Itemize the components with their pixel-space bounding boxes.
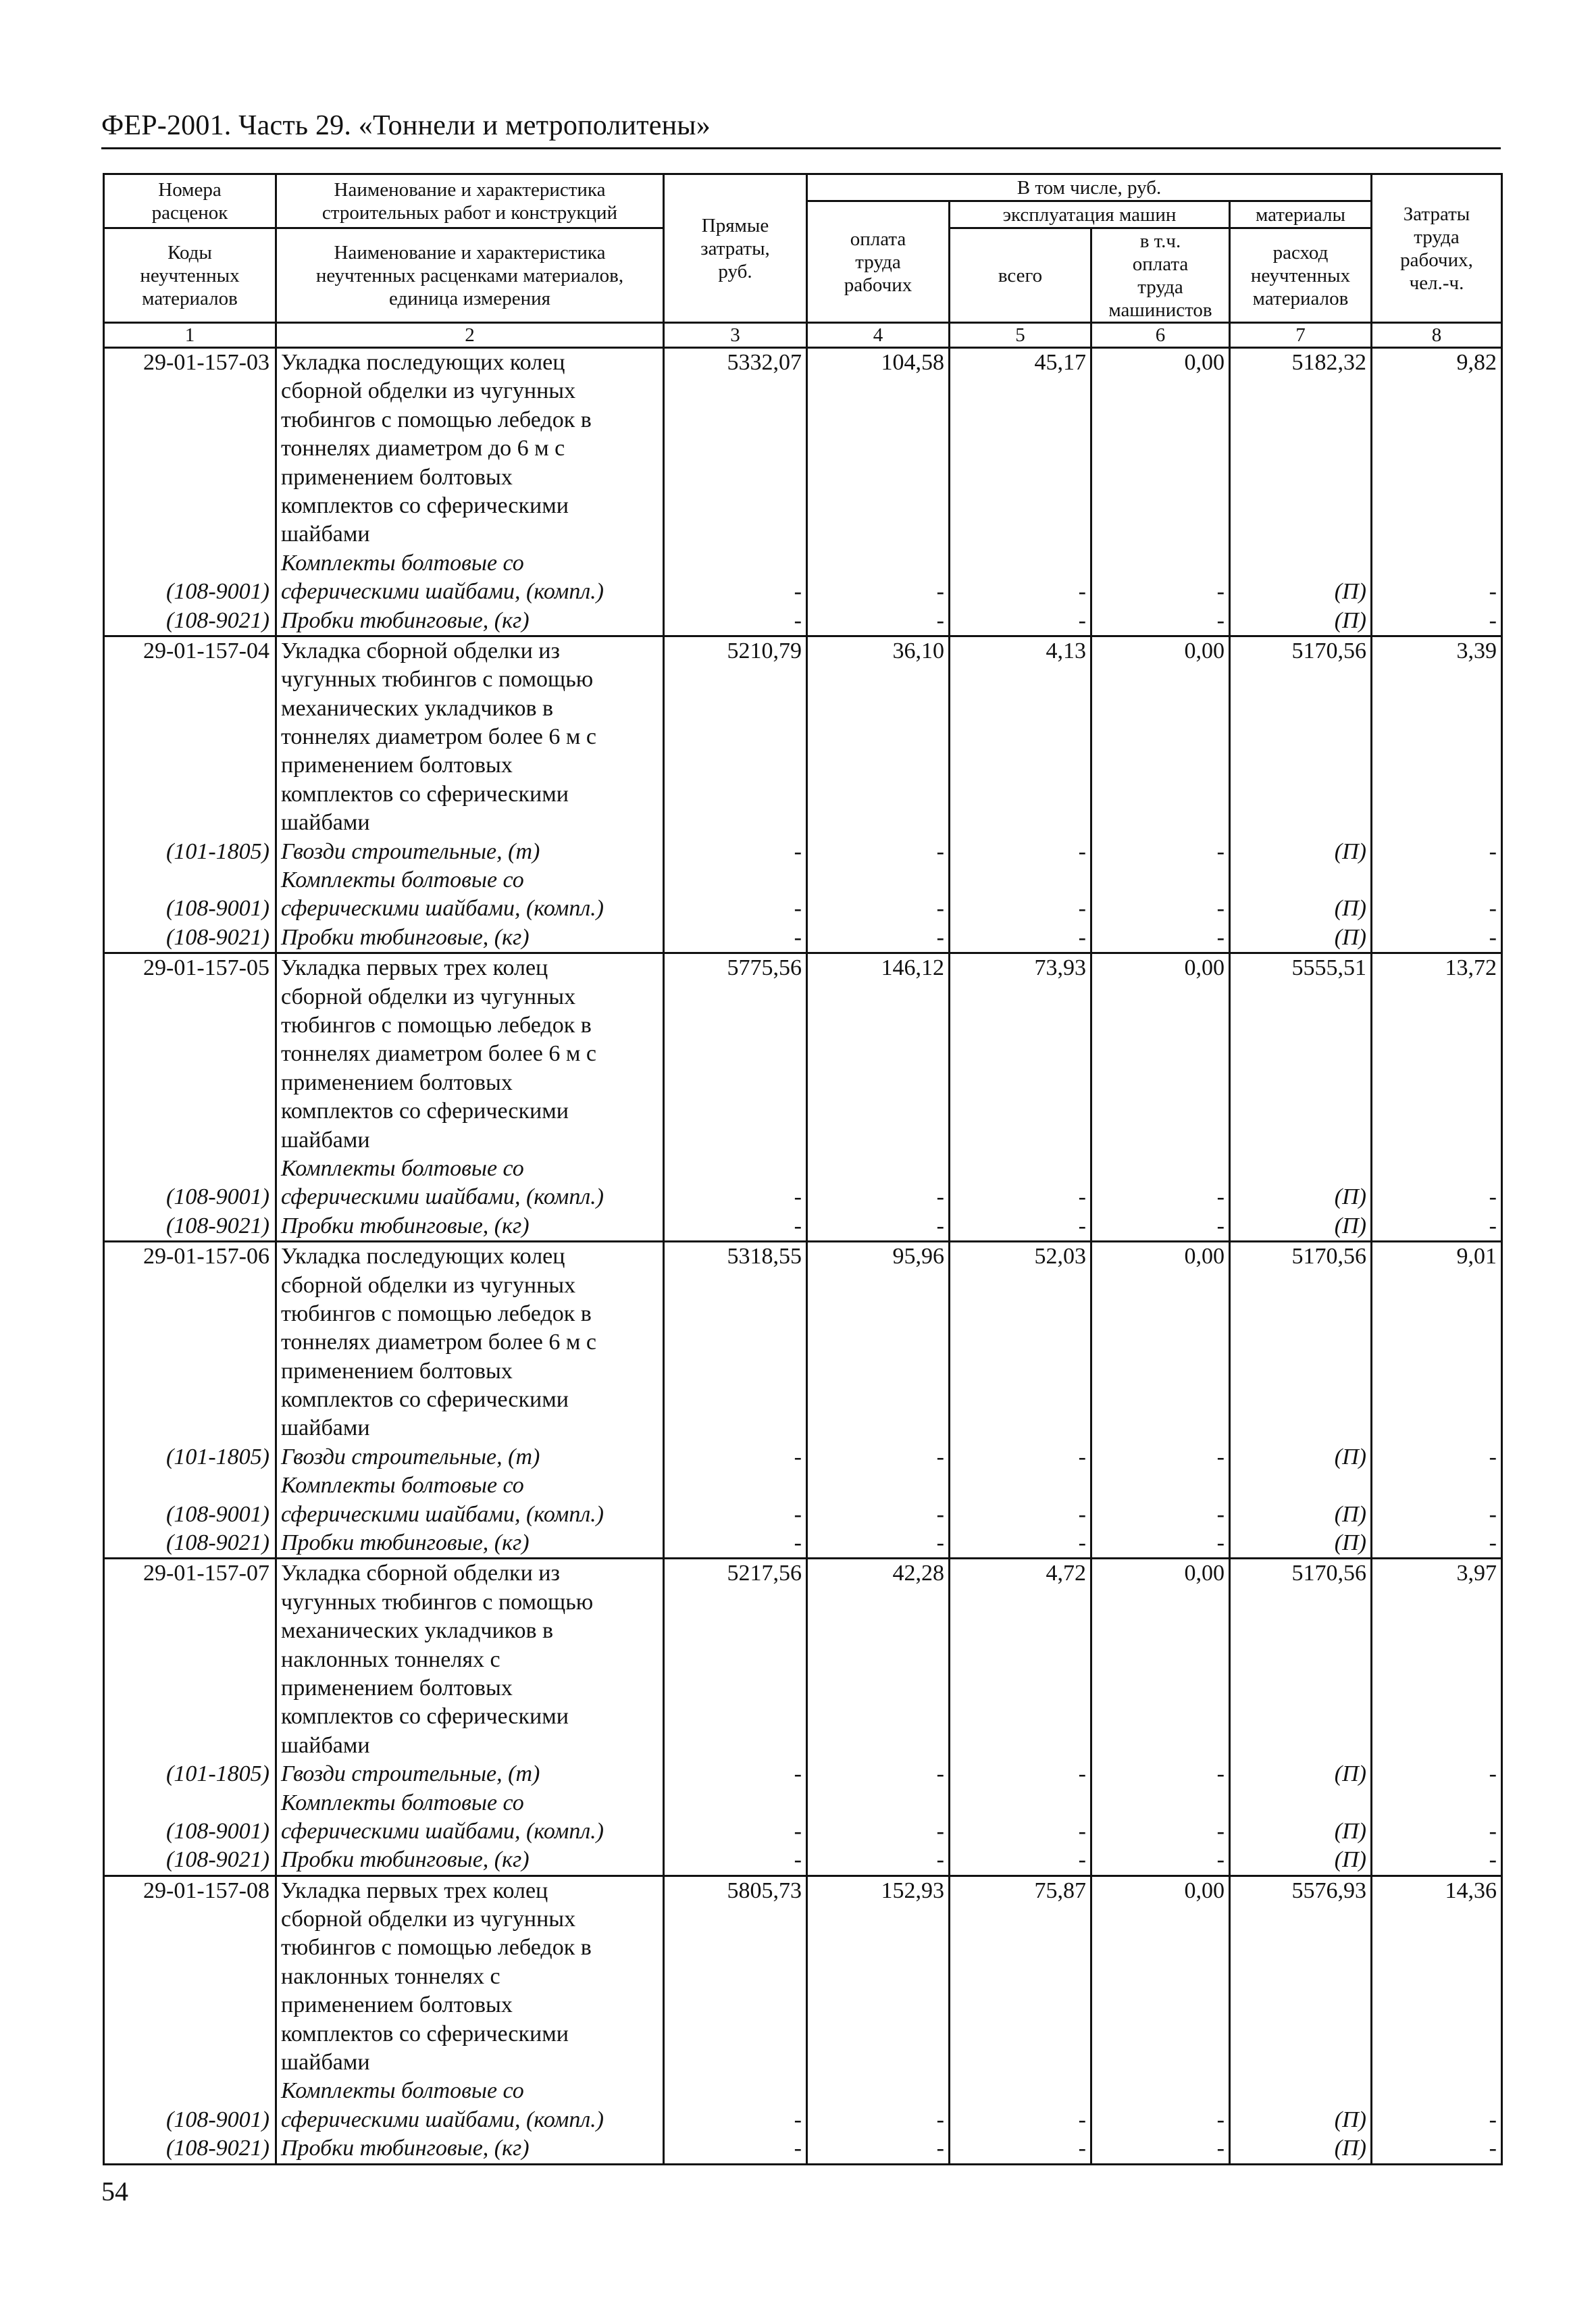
empty-value-dash: - bbox=[1078, 1184, 1086, 1210]
material-provision-mark: (П) bbox=[1334, 838, 1366, 864]
materials-cost-value: 5182,32 bbox=[1291, 350, 1366, 375]
material-description-line: Пробки тюбинговые, (кг) bbox=[281, 1847, 530, 1873]
operator-pay-value: 0,00 bbox=[1184, 1878, 1225, 1903]
work-description-line: комплектов со сферическими bbox=[281, 493, 569, 518]
work-description-line: шайбами bbox=[281, 1732, 370, 1758]
work-description-line: комплектов со сферическими bbox=[281, 1704, 569, 1730]
material-code: (108-9001) bbox=[166, 579, 269, 605]
direct-costs-value: 5318,55 bbox=[727, 1244, 802, 1269]
empty-value-dash: - bbox=[794, 896, 802, 922]
work-description-line: применением болтовых bbox=[281, 464, 513, 490]
rate-code-cell bbox=[104, 1876, 276, 2164]
rate-row bbox=[104, 1242, 1502, 1559]
work-description-line: применением болтовых bbox=[281, 1070, 513, 1095]
col-header-direct-costs: Прямые затраты, руб. bbox=[664, 174, 807, 323]
empty-value-dash: - bbox=[1489, 2136, 1497, 2161]
operator-pay-value: 0,00 bbox=[1184, 1244, 1225, 1269]
col-header-labor-hours: Затраты труда рабочих, чел.-ч. bbox=[1372, 174, 1502, 323]
col-header-materials-group: материалы bbox=[1230, 201, 1372, 228]
material-code: (101-1805) bbox=[166, 1761, 269, 1787]
col-header-worker-pay: оплата труда рабочих bbox=[807, 201, 950, 323]
empty-value-dash: - bbox=[936, 579, 944, 605]
operator-pay-cell bbox=[1091, 1242, 1230, 1559]
direct-costs-cell bbox=[664, 953, 807, 1242]
empty-value-dash: - bbox=[1078, 1818, 1086, 1844]
material-description-line: Пробки тюбинговые, (кг) bbox=[281, 2136, 530, 2161]
empty-value-dash: - bbox=[936, 1184, 944, 1210]
work-description-cell bbox=[276, 1876, 664, 2164]
empty-value-dash: - bbox=[1489, 838, 1497, 864]
material-description-line: сферическими шайбами, (компл.) bbox=[281, 579, 604, 605]
material-provision-mark: (П) bbox=[1334, 1530, 1366, 1556]
material-description-line: Пробки тюбинговые, (кг) bbox=[281, 924, 530, 950]
empty-value-dash: - bbox=[794, 1847, 802, 1873]
material-provision-mark: (П) bbox=[1334, 1184, 1366, 1210]
operator-pay-cell bbox=[1091, 348, 1230, 636]
empty-value-dash: - bbox=[1216, 1530, 1225, 1556]
empty-value-dash: - bbox=[1078, 838, 1086, 864]
empty-value-dash: - bbox=[794, 607, 802, 633]
empty-value-dash: - bbox=[1078, 1761, 1086, 1787]
rate-code-cell bbox=[104, 953, 276, 1242]
empty-value-dash: - bbox=[1489, 607, 1497, 633]
empty-value-dash: - bbox=[936, 1213, 944, 1238]
work-description-line: шайбами bbox=[281, 522, 370, 547]
worker-pay-value: 36,10 bbox=[892, 638, 944, 663]
machines-total-value: 73,93 bbox=[1034, 955, 1086, 981]
machines-total-cell bbox=[950, 636, 1091, 953]
rate-code: 29-01-157-06 bbox=[143, 1244, 269, 1269]
material-description-line: Комплекты болтовые со bbox=[281, 550, 524, 576]
work-description-line: тюбингов с помощью лебедок в bbox=[281, 407, 592, 432]
col-header-machines-group: эксплуатация машин bbox=[950, 201, 1230, 228]
work-description-cell bbox=[276, 636, 664, 953]
empty-value-dash: - bbox=[1216, 1213, 1225, 1238]
material-description-line: Комплекты болтовые со bbox=[281, 1473, 524, 1499]
work-description-line: тюбингов с помощью лебедок в bbox=[281, 1012, 592, 1038]
material-description-line: Комплекты болтовые со bbox=[281, 1790, 524, 1815]
empty-value-dash: - bbox=[1489, 1501, 1497, 1527]
column-index-row: 1 2 3 4 5 6 7 8 bbox=[104, 323, 1502, 348]
empty-value-dash: - bbox=[1078, 924, 1086, 950]
material-code: (101-1805) bbox=[166, 1444, 269, 1469]
direct-costs-value: 5805,73 bbox=[727, 1878, 802, 1903]
empty-value-dash: - bbox=[936, 2136, 944, 2161]
empty-value-dash: - bbox=[1078, 607, 1086, 633]
rate-code-cell bbox=[104, 348, 276, 636]
material-provision-mark: (П) bbox=[1334, 1213, 1366, 1238]
material-code: (108-9001) bbox=[166, 2107, 269, 2132]
materials-cost-value: 5576,93 bbox=[1291, 1878, 1366, 1903]
material-description-line: Пробки тюбинговые, (кг) bbox=[281, 1213, 530, 1238]
col-header-operator-pay: в т.ч. оплата труда машинистов bbox=[1091, 228, 1230, 323]
empty-value-dash: - bbox=[794, 838, 802, 864]
work-description-line: Укладка сборной обделки из bbox=[281, 1561, 560, 1586]
empty-value-dash: - bbox=[1078, 2136, 1086, 2161]
empty-value-dash: - bbox=[1216, 1501, 1225, 1527]
rate-code-cell bbox=[104, 1242, 276, 1559]
labor-hours-value: 9,82 bbox=[1456, 350, 1497, 375]
empty-value-dash: - bbox=[1489, 2107, 1497, 2132]
material-code: (108-9001) bbox=[166, 896, 269, 922]
work-description-line: сборной обделки из чугунных bbox=[281, 378, 576, 404]
operator-pay-value: 0,00 bbox=[1184, 1561, 1225, 1586]
empty-value-dash: - bbox=[936, 896, 944, 922]
empty-value-dash: - bbox=[794, 579, 802, 605]
material-provision-mark: (П) bbox=[1334, 1818, 1366, 1844]
work-description-line: комплектов со сферическими bbox=[281, 2021, 569, 2046]
direct-costs-cell bbox=[664, 1242, 807, 1559]
work-description-line: применением болтовых bbox=[281, 1358, 513, 1384]
empty-value-dash: - bbox=[1216, 1847, 1225, 1873]
work-description-line: Укладка последующих колец bbox=[281, 1244, 565, 1269]
material-code: (108-9021) bbox=[166, 1530, 269, 1556]
work-description-cell bbox=[276, 1559, 664, 1876]
work-description-cell bbox=[276, 953, 664, 1242]
operator-pay-value: 0,00 bbox=[1184, 350, 1225, 375]
empty-value-dash: - bbox=[1216, 1184, 1225, 1210]
material-description-line: Гвозди строительные, (т) bbox=[281, 1444, 540, 1469]
work-description-line: Укладка последующих колец bbox=[281, 350, 565, 375]
work-description-line: сборной обделки из чугунных bbox=[281, 1907, 576, 1932]
material-provision-mark: (П) bbox=[1334, 1847, 1366, 1873]
material-code: (108-9021) bbox=[166, 607, 269, 633]
work-description-line: тюбингов с помощью лебедок в bbox=[281, 1301, 592, 1326]
work-description-cell bbox=[276, 348, 664, 636]
labor-hours-value: 9,01 bbox=[1456, 1244, 1497, 1269]
rate-code-cell bbox=[104, 636, 276, 953]
material-provision-mark: (П) bbox=[1334, 896, 1366, 922]
empty-value-dash: - bbox=[936, 1444, 944, 1469]
empty-value-dash: - bbox=[794, 1213, 802, 1238]
labor-hours-cell bbox=[1372, 953, 1502, 1242]
col-header-unaccounted-materials: расход неучтенных материалов bbox=[1230, 228, 1372, 323]
empty-value-dash: - bbox=[794, 924, 802, 950]
materials-cost-value: 5555,51 bbox=[1291, 955, 1366, 981]
rate-code: 29-01-157-07 bbox=[143, 1561, 269, 1586]
work-description-line: механических укладчиков в bbox=[281, 1618, 554, 1644]
col-header-group-including: В том числе, руб. bbox=[807, 174, 1372, 201]
empty-value-dash: - bbox=[1489, 1213, 1497, 1238]
material-provision-mark: (П) bbox=[1334, 924, 1366, 950]
machines-total-value: 75,87 bbox=[1034, 1878, 1086, 1903]
materials-cost-cell bbox=[1230, 636, 1372, 953]
materials-cost-cell bbox=[1230, 1242, 1372, 1559]
work-description-line: тоннелях диаметром более 6 м с bbox=[281, 1330, 596, 1355]
empty-value-dash: - bbox=[1078, 2107, 1086, 2132]
empty-value-dash: - bbox=[794, 2107, 802, 2132]
empty-value-dash: - bbox=[1078, 1847, 1086, 1873]
empty-value-dash: - bbox=[1216, 1761, 1225, 1787]
empty-value-dash: - bbox=[936, 1501, 944, 1527]
machines-total-cell bbox=[950, 953, 1091, 1242]
empty-value-dash: - bbox=[1078, 579, 1086, 605]
empty-value-dash: - bbox=[1216, 838, 1225, 864]
machines-total-cell bbox=[950, 1876, 1091, 2164]
worker-pay-value: 152,93 bbox=[881, 1878, 944, 1903]
empty-value-dash: - bbox=[936, 1818, 944, 1844]
rate-code: 29-01-157-08 bbox=[143, 1878, 269, 1903]
machines-total-cell bbox=[950, 348, 1091, 636]
labor-hours-value: 3,39 bbox=[1456, 638, 1497, 663]
material-description-line: Комплекты болтовые со bbox=[281, 867, 524, 893]
header-rule bbox=[101, 147, 1501, 149]
machines-total-value: 45,17 bbox=[1034, 350, 1086, 375]
empty-value-dash: - bbox=[1489, 1847, 1497, 1873]
page-number: 54 bbox=[101, 2176, 128, 2207]
material-description-line: сферическими шайбами, (компл.) bbox=[281, 1501, 604, 1527]
material-description-line: Гвозди строительные, (т) bbox=[281, 838, 540, 864]
operator-pay-cell bbox=[1091, 1559, 1230, 1876]
work-description-line: тоннелях диаметром более 6 м с bbox=[281, 724, 596, 750]
work-description-line: наклонных тоннелях с bbox=[281, 1963, 500, 1989]
empty-value-dash: - bbox=[794, 1530, 802, 1556]
material-provision-mark: (П) bbox=[1334, 1761, 1366, 1787]
labor-hours-value: 14,36 bbox=[1445, 1878, 1497, 1903]
worker-pay-cell bbox=[807, 1242, 950, 1559]
empty-value-dash: - bbox=[1078, 1213, 1086, 1238]
work-description-line: применением болтовых bbox=[281, 753, 513, 778]
empty-value-dash: - bbox=[1216, 2107, 1225, 2132]
rate-row bbox=[104, 1876, 1502, 2164]
operator-pay-value: 0,00 bbox=[1184, 955, 1225, 981]
work-description-cell bbox=[276, 1242, 664, 1559]
operator-pay-cell bbox=[1091, 1876, 1230, 2164]
direct-costs-cell bbox=[664, 348, 807, 636]
material-description-line: Комплекты болтовые со bbox=[281, 2078, 524, 2104]
empty-value-dash: - bbox=[936, 838, 944, 864]
material-provision-mark: (П) bbox=[1334, 2107, 1366, 2132]
worker-pay-value: 95,96 bbox=[892, 1244, 944, 1269]
labor-hours-cell bbox=[1372, 348, 1502, 636]
rate-row bbox=[104, 636, 1502, 953]
table-body bbox=[104, 348, 1502, 2165]
work-description-line: комплектов со сферическими bbox=[281, 1099, 569, 1124]
direct-costs-value: 5332,07 bbox=[727, 350, 802, 375]
labor-hours-cell bbox=[1372, 636, 1502, 953]
direct-costs-value: 5775,56 bbox=[727, 955, 802, 981]
empty-value-dash: - bbox=[1078, 896, 1086, 922]
empty-value-dash: - bbox=[794, 1501, 802, 1527]
worker-pay-cell bbox=[807, 1559, 950, 1876]
material-description-line: Комплекты болтовые со bbox=[281, 1155, 524, 1181]
operator-pay-value: 0,00 bbox=[1184, 638, 1225, 663]
rate-row bbox=[104, 953, 1502, 1242]
materials-cost-value: 5170,56 bbox=[1291, 1244, 1366, 1269]
work-description-line: чугунных тюбингов с помощью bbox=[281, 1589, 594, 1615]
empty-value-dash: - bbox=[1489, 1184, 1497, 1210]
work-description-line: Укладка первых трех колец bbox=[281, 955, 548, 981]
labor-hours-cell bbox=[1372, 1559, 1502, 1876]
empty-value-dash: - bbox=[936, 1761, 944, 1787]
work-description-line: комплектов со сферическими bbox=[281, 1387, 569, 1413]
empty-value-dash: - bbox=[1216, 1444, 1225, 1469]
direct-costs-value: 5210,79 bbox=[727, 638, 802, 663]
materials-cost-cell bbox=[1230, 953, 1372, 1242]
empty-value-dash: - bbox=[1489, 1761, 1497, 1787]
empty-value-dash: - bbox=[794, 2136, 802, 2161]
empty-value-dash: - bbox=[1216, 579, 1225, 605]
machines-total-cell bbox=[950, 1559, 1091, 1876]
work-description-line: механических укладчиков в bbox=[281, 695, 554, 721]
empty-value-dash: - bbox=[1489, 896, 1497, 922]
worker-pay-value: 146,12 bbox=[881, 955, 944, 981]
empty-value-dash: - bbox=[794, 1761, 802, 1787]
labor-hours-cell bbox=[1372, 1242, 1502, 1559]
material-description-line: Пробки тюбинговые, (кг) bbox=[281, 607, 530, 633]
material-code: (108-9001) bbox=[166, 1184, 269, 1210]
page-header-title: ФЕР-2001. Часть 29. «Тоннели и метрополитены» bbox=[101, 110, 711, 141]
empty-value-dash: - bbox=[936, 2107, 944, 2132]
machines-total-value: 4,72 bbox=[1046, 1561, 1086, 1586]
rate-code: 29-01-157-03 bbox=[143, 350, 269, 375]
material-description-line: сферическими шайбами, (компл.) bbox=[281, 1184, 604, 1210]
col-header-work-name: Наименование и характеристика строительных работ и конструкций bbox=[276, 174, 664, 228]
materials-cost-cell bbox=[1230, 1876, 1372, 2164]
worker-pay-cell bbox=[807, 348, 950, 636]
material-provision-mark: (П) bbox=[1334, 607, 1366, 633]
operator-pay-cell bbox=[1091, 636, 1230, 953]
work-description-line: сборной обделки из чугунных bbox=[281, 1272, 576, 1298]
material-code: (108-9001) bbox=[166, 1818, 269, 1844]
work-description-line: чугунных тюбингов с помощью bbox=[281, 667, 594, 693]
empty-value-dash: - bbox=[1489, 1818, 1497, 1844]
material-code: (108-9021) bbox=[166, 2136, 269, 2161]
work-description-line: сборной обделки из чугунных bbox=[281, 984, 576, 1009]
material-description-line: Пробки тюбинговые, (кг) bbox=[281, 1530, 530, 1556]
material-code: (108-9021) bbox=[166, 1847, 269, 1873]
work-description-line: шайбами bbox=[281, 810, 370, 836]
worker-pay-value: 42,28 bbox=[892, 1561, 944, 1586]
labor-hours-value: 13,72 bbox=[1445, 955, 1497, 981]
operator-pay-cell bbox=[1091, 953, 1230, 1242]
machines-total-value: 52,03 bbox=[1034, 1244, 1086, 1269]
rate-row bbox=[104, 1559, 1502, 1876]
rate-code: 29-01-157-04 bbox=[143, 638, 269, 663]
direct-costs-cell bbox=[664, 636, 807, 953]
empty-value-dash: - bbox=[1216, 607, 1225, 633]
empty-value-dash: - bbox=[1216, 1818, 1225, 1844]
labor-hours-value: 3,97 bbox=[1456, 1561, 1497, 1586]
work-description-line: тоннелях диаметром более 6 м с bbox=[281, 1041, 596, 1067]
material-description-line: сферическими шайбами, (компл.) bbox=[281, 1818, 604, 1844]
empty-value-dash: - bbox=[1078, 1501, 1086, 1527]
material-description-line: сферическими шайбами, (компл.) bbox=[281, 2107, 604, 2132]
rate-code-cell bbox=[104, 1559, 276, 1876]
direct-costs-value: 5217,56 bbox=[727, 1561, 802, 1586]
rate-code: 29-01-157-05 bbox=[143, 955, 269, 981]
material-description-line: сферическими шайбами, (компл.) bbox=[281, 896, 604, 922]
empty-value-dash: - bbox=[1216, 2136, 1225, 2161]
materials-cost-cell bbox=[1230, 348, 1372, 636]
empty-value-dash: - bbox=[936, 1847, 944, 1873]
col-header-rate-numbers: Номера расценок bbox=[104, 174, 276, 228]
empty-value-dash: - bbox=[936, 924, 944, 950]
col-header-machines-total: всего bbox=[950, 228, 1091, 323]
empty-value-dash: - bbox=[1216, 896, 1225, 922]
empty-value-dash: - bbox=[1078, 1444, 1086, 1469]
material-code: (101-1805) bbox=[166, 838, 269, 864]
empty-value-dash: - bbox=[936, 1530, 944, 1556]
material-code: (108-9001) bbox=[166, 1501, 269, 1527]
empty-value-dash: - bbox=[1489, 1444, 1497, 1469]
worker-pay-value: 104,58 bbox=[881, 350, 944, 375]
machines-total-value: 4,13 bbox=[1046, 638, 1086, 663]
worker-pay-cell bbox=[807, 636, 950, 953]
work-description-line: комплектов со сферическими bbox=[281, 781, 569, 807]
worker-pay-cell bbox=[807, 1876, 950, 2164]
empty-value-dash: - bbox=[1489, 579, 1497, 605]
materials-cost-value: 5170,56 bbox=[1291, 1561, 1366, 1586]
col-header-material-names: Наименование и характеристика неучтенных расценками материалов, единица измерения bbox=[276, 228, 664, 323]
work-description-line: шайбами bbox=[281, 1127, 370, 1153]
work-description-line: тюбингов с помощью лебедок в bbox=[281, 1935, 592, 1961]
direct-costs-cell bbox=[664, 1876, 807, 2164]
work-description-line: шайбами bbox=[281, 1415, 370, 1441]
material-code: (108-9021) bbox=[166, 1213, 269, 1238]
material-provision-mark: (П) bbox=[1334, 1501, 1366, 1527]
material-provision-mark: (П) bbox=[1334, 579, 1366, 605]
empty-value-dash: - bbox=[1216, 924, 1225, 950]
empty-value-dash: - bbox=[794, 1818, 802, 1844]
material-provision-mark: (П) bbox=[1334, 1444, 1366, 1469]
empty-value-dash: - bbox=[794, 1184, 802, 1210]
work-description-line: применением болтовых bbox=[281, 1992, 513, 2018]
empty-value-dash: - bbox=[1489, 1530, 1497, 1556]
work-description-line: шайбами bbox=[281, 2050, 370, 2076]
empty-value-dash: - bbox=[1489, 924, 1497, 950]
work-description-line: применением болтовых bbox=[281, 1675, 513, 1701]
materials-cost-value: 5170,56 bbox=[1291, 638, 1366, 663]
empty-value-dash: - bbox=[794, 1444, 802, 1469]
empty-value-dash: - bbox=[1078, 1530, 1086, 1556]
work-description-line: Укладка первых трех колец bbox=[281, 1878, 548, 1903]
machines-total-cell bbox=[950, 1242, 1091, 1559]
empty-value-dash: - bbox=[936, 607, 944, 633]
work-description-line: Укладка сборной обделки из bbox=[281, 638, 560, 663]
materials-cost-cell bbox=[1230, 1559, 1372, 1876]
material-provision-mark: (П) bbox=[1334, 2136, 1366, 2161]
material-description-line: Гвозди строительные, (т) bbox=[281, 1761, 540, 1787]
worker-pay-cell bbox=[807, 953, 950, 1242]
material-code: (108-9021) bbox=[166, 924, 269, 950]
rate-row bbox=[104, 348, 1502, 636]
labor-hours-cell bbox=[1372, 1876, 1502, 2164]
rates-table bbox=[103, 173, 1503, 2165]
work-description-line: тоннелях диаметром до 6 м с bbox=[281, 436, 565, 461]
work-description-line: наклонных тоннелях с bbox=[281, 1646, 500, 1672]
col-header-material-codes: Коды неучтенных материалов bbox=[104, 228, 276, 323]
direct-costs-cell bbox=[664, 1559, 807, 1876]
